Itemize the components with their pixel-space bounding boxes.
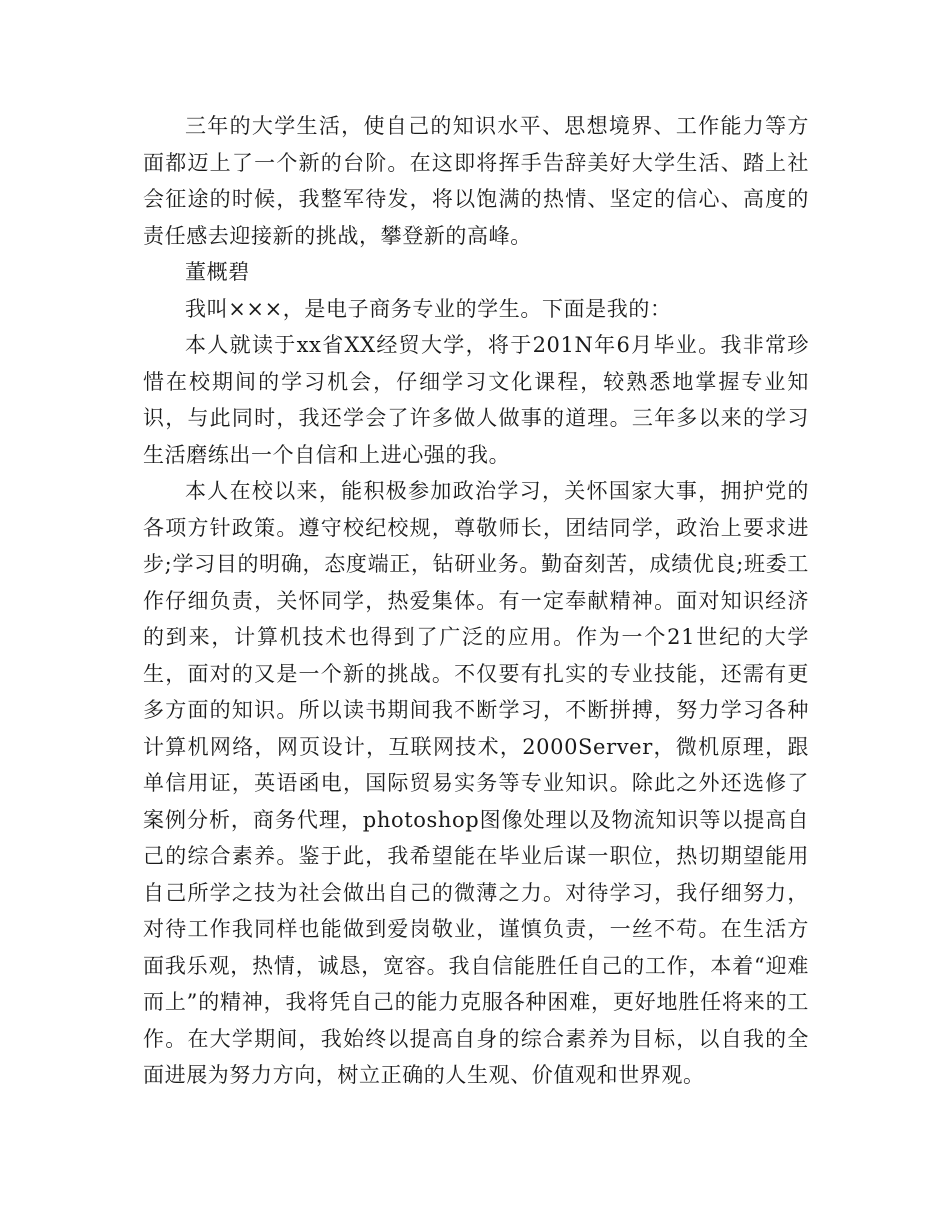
paragraph-self-introduction: 我叫×××，是电子商务专业的学生。下面是我的： — [185, 296, 672, 321]
paragraph-author-name: 董概碧 — [185, 260, 250, 284]
paragraph-school-performance: 本人在校以来，能积极参加政治学习，关怀国家大事，拥护党的各项方针政策。遵守校纪校规，尊敬师长，团结同学，政治上要求进步;学习目的明确，态度端正，钻研业务。勤奋刻苦，成绩优良;班委工作仔细负责，关怀同学，热爱集体。有一定奉献精神。面对知识经济的到来，计算机技术也得到了广泛的应用。作为一个21世纪的大学生，面对的又是一个新的挑战。不仅要有扎实的专业技能，还需有更多方面的知识。所以读书期间我不断学习，不断拼搏，努力学习各种计算机网络，网页设计，互联网技术，2000Server，微机原理，跟单信用证，英语函电，国际贸易实务等专业知识。除此之外还选修了案例分析，商务代理，photoshop图像处理以及物流知识等以提高自己的综合素养。鉴于此，我希望能在毕业后谋一职位，热切期望能用自己所学之技为社会做出自己的微薄之力。对待学习，我仔细努力，对待工作我同样也能做到爱岗敬业，谨慎负责，一丝不苟。在生活方面我乐观，热情，诚恳，宽容。我自信能胜任自己的工作，本着“迎难而上”的精神，我将凭自己的能力克服各种困难，更好地胜任将来的工作。在大学期间，我始终以提高自身的综合素养为目标，以自我的全面进展为努力方向，树立正确的人生观、价值观和世界观。 — [143, 479, 809, 1087]
document-body — [143, 108, 809, 1094]
paragraph-education: 本人就读于xx省XX经贸大学，将于201N年6月毕业。我非常珍惜在校期间的学习机会，仔细学习文化课程，较熟悉地掌握专业知识，与此同时，我还学会了许多做人做事的道理。三年多以来的学习生活磨练出一个自信和上进心强的我。 — [143, 333, 809, 467]
paragraph-closing-summary: 三年的大学生活，使自己的知识水平、思想境界、工作能力等方面都迈上了一个新的台阶。在这即将挥手告辞美好大学生活、踏上社会征途的时候，我整军待发，将以饱满的热情、坚定的信心、高度的责任感去迎接新的挑战，攀登新的高峰。 — [143, 114, 809, 248]
